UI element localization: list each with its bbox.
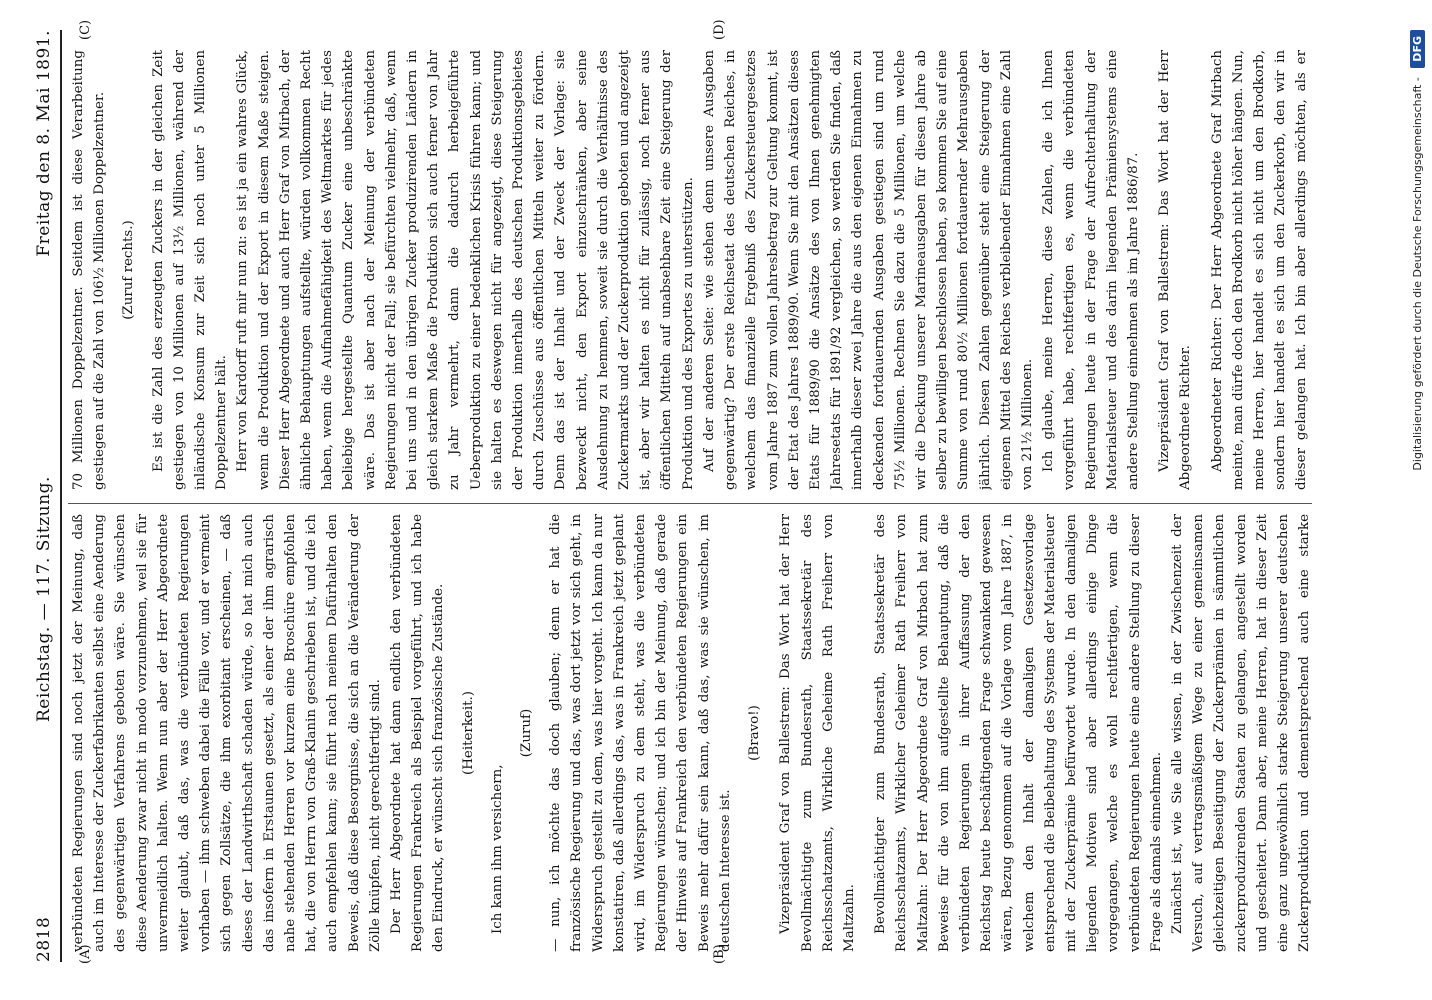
header-date: Freitag den 8. Mai 1891. bbox=[34, 30, 54, 257]
paragraph: Ich kann ihm versichern, bbox=[489, 764, 505, 934]
paragraph: Es ist die Zahl des erzeugten Zuckers in der gleichen Zeit gestiegen von 10 Millionen auf 13½ Millionen, während der inländische Konsum zur Zeit sich noch unter 5 Millionen Doppelzentner hält. bbox=[150, 50, 230, 490]
page-header bbox=[34, 30, 62, 962]
interjection: (Heiterkeit.) bbox=[460, 691, 476, 775]
interjection: (Zuruf) bbox=[519, 708, 535, 758]
header-rule bbox=[60, 30, 62, 962]
speaker-paragraph: Abgeordneter Richter: Der Herr Abgeordnete Graf Mirbach meinte, man dürfe doch den Brodkorb nicht höher hängen. Nun, meine Herren, hier handelt es sich nicht um den Brodkorb, sondern hier handelt es sich um den Zuckerkorb, den wir in dieser gelangen hat. Ich bin aber allerdings möchten, als er bbox=[1209, 50, 1310, 490]
digitization-credit bbox=[1410, 30, 1432, 960]
paragraph: Ich glaube, meine Herren, diese Zahlen, die ich Ihnen vorgeführt habe, rechtfertigen es, wenn die verbündeten Regierungen heute in der Frage der Aufrechterhaltung der Materialsteuer und des darin liegenden Prämiensystems eine andere Stellung einnehmen als im Jahre 1886/87. bbox=[1041, 50, 1141, 490]
left-column bbox=[68, 514, 1312, 952]
dfg-logo: DFG bbox=[1410, 30, 1425, 68]
margin-letter-b: (B) bbox=[712, 944, 727, 964]
interjection: (Zuruf rechts.) bbox=[121, 220, 137, 320]
paragraph: Zunächst ist, wie Sie alle wissen, in der Zwischenzeit der Versuch, auf vertragsmäßigem Wege zu einer gemeinsamen gleichzeitigen Beseitigung der Zuckerprämien in sämmtlichen zuckerproduzirenden Staaten zu gelangen, angestellt worden und gescheitert. Dann aber, meine Herren, hat in dieser Zeit eine ganz ungewöhnlich starke Steigerung unserer deutschen Zuckerproduktion und dementsprechend auch eine starke bbox=[1169, 514, 1312, 952]
speaker-paragraph: Bevollmächtigter zum Bundesrath, Staatssekretär des Reichsschatzamts, Wirklicher Geheimer Rath Freiherr von Maltzahn: Der Herr Abgeordnete Graf von Mirbach hat zum Beweise für die von ihm aufgestellte Behauptung, daß die verbündeten Regierungen in ihrer Auffassung der den Reichstag heute beschäftigenden Frage schwankend gewesen wären, Bezug genommen auf die Vorlage vom Jahre 1887, in welchem den Inhalt der damaligen Gesetzesvorlage entsprechend die Beibehaltung des Systems der Materialsteuer mit der Zuckerprämie befürwortet wurde. In den damaligen liegenden Motiven sind aber allerdings einige Dinge vorgegangen, welche es wohl rechtfertigen, wenn die verbündeten Regierungen heute eine andere Stellung zu dieser Frage als damals einnehmen. bbox=[873, 514, 1164, 952]
paragraph: verbündeten Regierungen sind noch jetzt der Meinung, daß auch im Interesse der Zuckerfabrikanten selbst eine Aenderung des gegenwärtigen Verfahrens geboten wäre. Sie wünschen diese Aenderung zwar nicht in modo vorzunehmen, weil sie für unvermeidlich halten. Wenn nun aber der Herr Abgeordnete weiter glaubt, daß das, was die verbündeten Regierungen vorhaben — ihm schweben dabei die Fälle vor, und er vermeint sich gegen Zollsätze, die ihm exorbitant erscheinen, — daß dieses der Landwirthschaft schaden würde, so hat mich auch das insofern in Erstaunen gesetzt, als einer der ihm agrarisch nahe stehenden Herren vor kurzem eine Broschüre empfohlen hat, die von Herrn von Graß-Klanin geschrieben ist, und die ich auch empfehlen kann; sie führt nach meinem Dafürhalten den Beweis, daß diese Besorgnisse, die sich an die Veränderung der Zölle knüpfen, nicht gerechtfertigt sind. bbox=[71, 514, 383, 952]
right-column bbox=[68, 50, 1312, 490]
speaker-paragraph: Vizepräsident Graf von Ballestrem: Das Wort hat der Herr Abgeordnete Richter. bbox=[1157, 50, 1194, 490]
interjection: (Bravo!) bbox=[747, 705, 763, 761]
credit-text: Digitalisierung gefördert durch die Deutsche Forschungsgemeinschaft - bbox=[1411, 77, 1424, 471]
margin-letter-d: (D) bbox=[712, 19, 727, 40]
paragraph: — nun, ich möchte das doch glauben; denn er hat die französische Regierung und das, was dort jetzt vor sich geht, in Widerspruch gestellt zu dem, was hier vorgeht. Ich kann da nur konstatiren, daß allerdings das, was in Frankreich jetzt geplant wird, im Widerspruch zu dem steht, was die verbündeten Regierungen wünschen; und ich bin der Meinung, daß gerade der Hinweis auf Frankreich den verbündeten Regierungen ein Beweis mehr dafür sein kann, daß das, was sie wünschen, im deutschen Interesse ist. bbox=[548, 514, 733, 952]
paragraph: 70 Millionen Doppelzentner. Seitdem ist diese Verarbeitung gestiegen auf die Zahl von 106½ Millionen Doppelzentner. bbox=[71, 50, 108, 490]
paragraph: Herr von Kardorff ruft mir nun zu: es ist ja ein wahres Glück, wenn die Produktion und der Export in diesem Maße steigen. Dieser Herr Abgeordnete und auch Herr Graf von Mirbach, der ähnliche Behauptungen aufstellte, würden vollkommen Recht haben, wenn die Aufnahmefähigkeit des Weltmarktes für jedes beliebige hergestellte Quantum Zucker eine unbeschränkte wäre. Das ist aber nach der Meinung der verbündeten Regierungen nicht der Fall; sie befürchten vielmehr, daß, wenn bei uns und in den übrigen Zucker produzirenden Ländern in gleich starkem Maße die Produktion sich auch ferner von Jahr zu Jahr vermehrt, dann die dadurch herbeigeführte Ueberproduktion zu einer bedenklichen Krisis führen kann; und sie halten es deswegen nicht für angezeigt, diese Steigerung der Produktion innerhalb des deutschen Produktionsgebietes durch Zuschüsse aus öffentlichen Mitteln weiter zu fördern. Denn das ist der Inhalt und der Zweck der Vorlage: sie bezweckt nicht, den Export einzuschränken, aber seine Ausdehnung zu hemmen, soweit sie durch die Verhältnisse des Zuckermarkts und der Zuckerproduktion geboten und angezeigt ist, aber wir halten es nicht für zulässig, noch ferner aus öffentlichen Mitteln auf unabsehbare Zeit eine Steigerung der Produktion und des Exportes zu unterstützen. bbox=[235, 50, 696, 490]
paragraph: Auf der anderen Seite: wie stehen denn unsere Ausgaben gegenwärtig? Der erste Reichsetat des deutschen Reiches, in welchem das finanzielle Ergebniß des Zuckersteuergesetzes vom Jahre 1887 zum vollen Jahresbetrag zur Geltung kommt, ist der Etat des Jahres 1889/90. Wenn Sie mit den Ansätzen dieses Etats für 1889/90 die Ansätze des von Ihnen genehmigten Jahresetats für 1891/92 vergleichen, so werden Sie finden, daß innerhalb dieser zwei Jahre die aus den eigenen Einnahmen zu deckenden fortdauernden Ausgaben gestiegen sind um rund 75½ Millionen. Rechnen Sie dazu die 5 Millionen, um welche wir die Deckung unserer Marineausgaben für diesen Jahre ab selber zu bewilligen beschlossen haben, so kommen Sie auf eine Summe von rund 80½ Millionen fortdauernder Mehrausgaben jährlich. Diesen Zahlen gegenüber steht eine Steigerung der eigenen Mittel des Reiches verbleibender Einnahmen eine Zahl von 21½ Millionen. bbox=[701, 50, 1035, 490]
header-title: Reichstag. — 117. Sitzung. bbox=[34, 476, 54, 722]
page-number: 2818 bbox=[34, 916, 54, 962]
paragraph: Der Herr Abgeordnete hat dann endlich den verbündeten Regierungen Frankreich als Beispiel vorgeführt, und ich habe den Eindruck, er wünscht sich französische Zustände. bbox=[389, 514, 447, 952]
speaker-paragraph: Vizepräsident Graf von Ballestrem: Das Wort hat der Herr Bevollmächtigte zum Bundesrath, Staatssekretär des Reichsschatzamts, Wirkliche Geheime Rath Freiherr von Maltzahn. bbox=[778, 514, 857, 952]
column-divider bbox=[68, 503, 1312, 504]
margin-letter-a: (A) bbox=[78, 944, 93, 964]
margin-letter-c: (C) bbox=[78, 19, 93, 40]
